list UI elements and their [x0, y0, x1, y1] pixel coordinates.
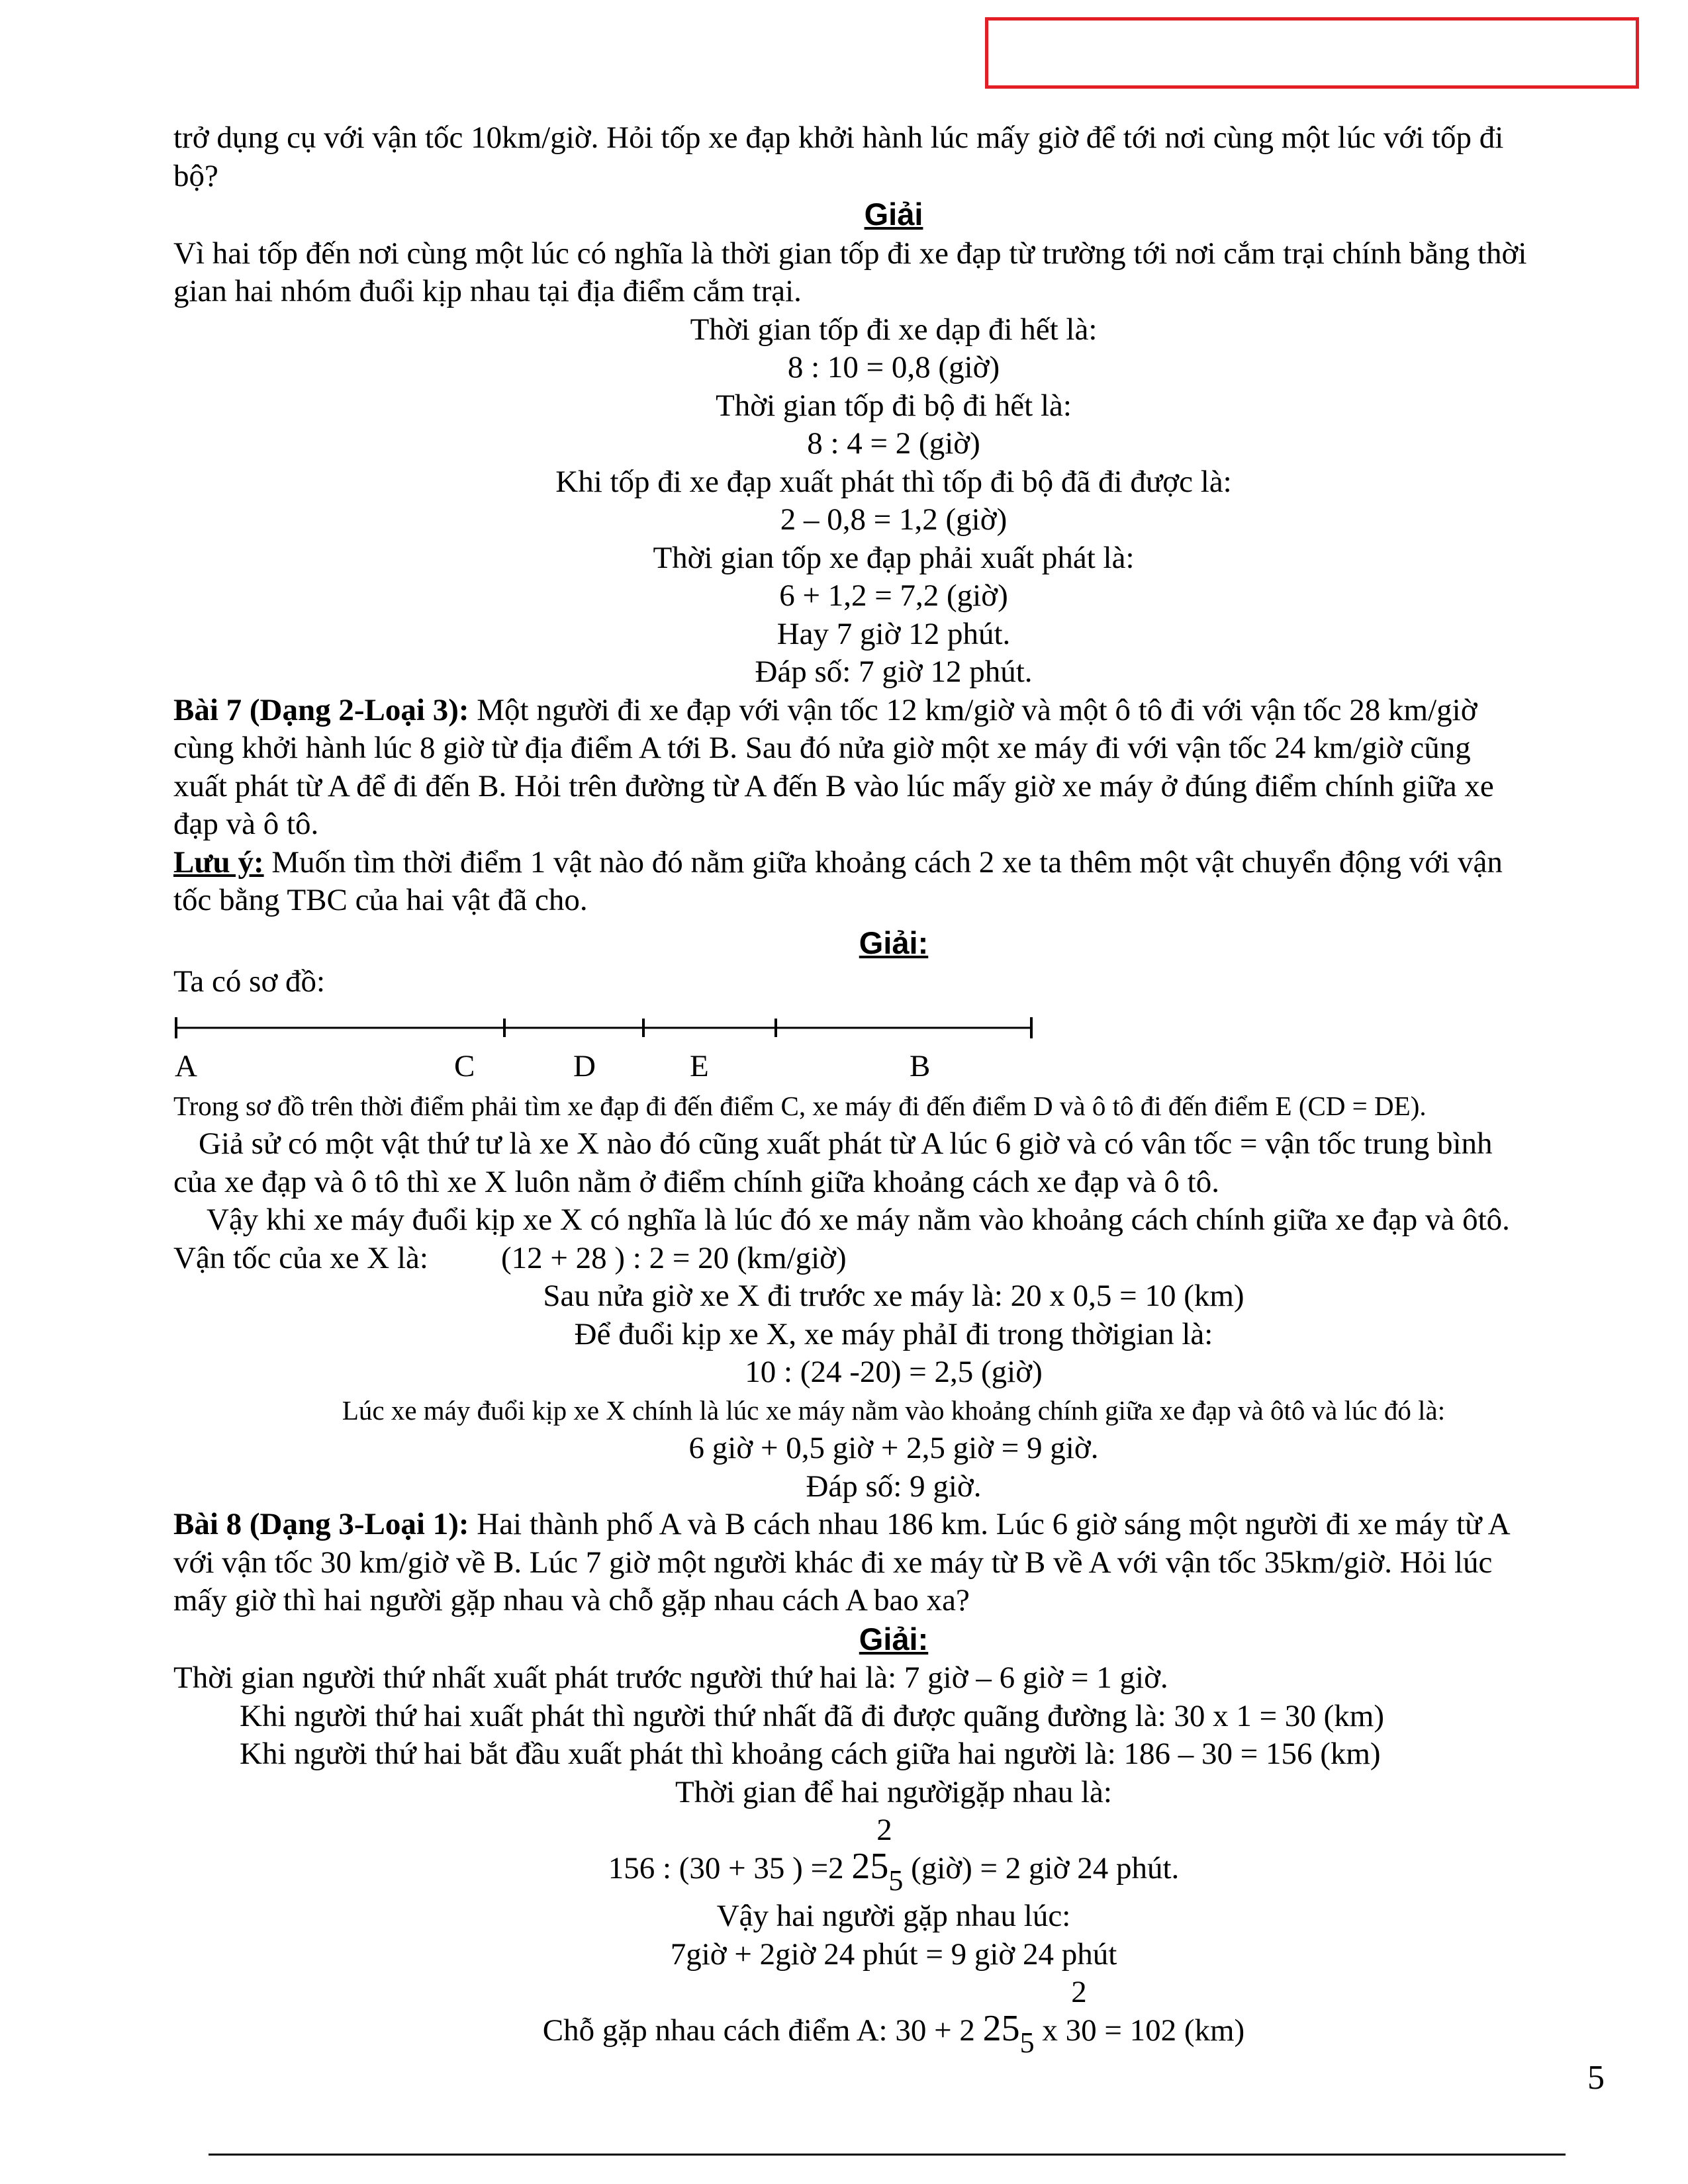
problem-7-title: Bài 7 (Dạng 2-Loại 3):	[173, 692, 469, 727]
problem-8-title: Bài 8 (Dạng 3-Loại 1):	[173, 1507, 469, 1541]
solution-step: Thời gian tốp đi xe dạp đi hết là:	[690, 312, 1098, 347]
fraction-line-suffix: (giờ) = 2 giờ 24 phút.	[903, 1851, 1180, 1886]
fraction-mixed-2: 25	[982, 2008, 1020, 2049]
solution-8-line-3: Khi người thứ hai bắt đầu xuất phát thì khoảng cách giữa hai người là: 186 – 30 = 156 (km)	[240, 1737, 1381, 1771]
fraction-line-2-suffix: x 30 = 102 (km)	[1034, 2013, 1245, 2048]
note	[173, 844, 1614, 882]
red-frame	[985, 17, 1639, 89]
solution-7-step: Sau nửa giờ xe X đi trước xe máy là: 20 x 0,5 = 10 (km)	[543, 1279, 1244, 1313]
fraction-numerator-2: 2	[1071, 1975, 1087, 2009]
paragraph-suppose-2: của xe đạp và ô tô thì xe X luôn nằm ở điểm chính giữa khoảng cách xe đạp và ô tô.	[173, 1164, 1219, 1199]
solution-7-step: 6 giờ + 0,5 giờ + 2,5 giờ = 9 giờ.	[688, 1431, 1099, 1465]
solution-paragraph-1: Vì hai tốp đến nơi cùng một lúc có nghĩa là thời gian tốp đi xe đạp từ trường tới nơi cắm trại chính bằng thời	[173, 236, 1527, 271]
diagram-explanation: Trong sơ đồ trên thời điểm phải tìm xe đạp đi đến điểm C, xe máy đi đến điểm D và ô tô đi đến điểm E (CD = DE).	[173, 1090, 1427, 1121]
solution-step: 8 : 4 = 2 (giờ)	[807, 426, 980, 461]
point-b: B	[910, 1048, 931, 1083]
solution-8-line-6: Vậy hai người gặp nhau lúc:	[716, 1899, 1071, 1933]
document-body	[173, 119, 1614, 2060]
route-diagram	[173, 1004, 1614, 1087]
solution-7-step: Lúc xe máy đuổi kịp xe X chính là lúc xe máy nằm vào khoảng chính giữa xe đạp và ôtô và lúc đó là:	[342, 1394, 1446, 1426]
solution-answer: Đáp số: 7 giờ 12 phút.	[755, 655, 1033, 689]
solution-step: Khi tốp đi xe đạp xuất phát thì tốp đi bộ đã đi được là:	[555, 464, 1232, 499]
solution-7-answer: Đáp số: 9 giờ.	[806, 1469, 982, 1504]
problem-8-line-3: mấy giờ thì hai người gặp nhau và chỗ gặp nhau cách A bao xa?	[173, 1583, 970, 1617]
fraction-numerator-row-2	[173, 1974, 1614, 2010]
problem-7-line-3: xuất phát từ A để đi đến B. Hỏi trên đường từ A đến B vào lúc mấy giờ xe máy ở đúng điểm chính giữa xe	[173, 768, 1494, 803]
fraction-line-prefix: 156 : (30 + 35 ) =2	[608, 1851, 852, 1886]
problem-8-line-2: với vận tốc 30 km/giờ về B. Lúc 7 giờ một người khác đi xe máy từ B về A với vận tốc 35km/giờ. Hỏi lúc	[173, 1545, 1493, 1580]
solution-7-heading: Giải:	[859, 925, 929, 960]
point-d: D	[573, 1048, 596, 1083]
solution-paragraph-2: gian hai nhóm đuổi kịp nhau tại địa điểm cắm trại.	[173, 274, 802, 308]
solution-8-heading: Giải:	[859, 1621, 929, 1657]
fraction-mixed: 25	[851, 1846, 889, 1887]
solution-8-line-4: Thời gian để hai ngườigặp nhau là:	[675, 1774, 1112, 1809]
note-text: Muốn tìm thời điểm 1 vật nào đó nằm giữa khoảng cách 2 xe ta thêm một vật chuyển động với vận	[263, 844, 1503, 880]
solution-8-line-2: Khi người thứ hai xuất phát thì người thứ nhất đã đi được quãng đường là: 30 x 1 = 30 (km)	[240, 1698, 1385, 1733]
problem-7-line-4: đạp và ô tô.	[173, 807, 319, 841]
fraction-line	[173, 1848, 1614, 1897]
solution-heading: Giải	[864, 197, 923, 232]
solution-8-line-1: Thời gian người thứ nhất xuất phát trước người thứ hai là: 7 giờ – 6 giờ = 1 giờ.	[173, 1661, 1168, 1695]
solution-step: 6 + 1,2 = 7,2 (giờ)	[779, 578, 1008, 613]
fraction-line-2-prefix: Chỗ gặp nhau cách điểm A: 30 + 2	[542, 2013, 983, 2048]
fraction-denominator-2: 5	[1019, 2026, 1035, 2059]
problem-7	[173, 692, 1614, 730]
point-c: C	[454, 1048, 475, 1083]
point-e: E	[690, 1048, 709, 1083]
note-label: Lưu ý:	[173, 844, 264, 880]
fraction-line-2	[173, 2010, 1614, 2060]
page-number: 5	[1587, 2059, 1605, 2097]
diagram-intro: Ta có sơ đồ:	[173, 964, 326, 999]
fraction-numerator-row	[173, 1811, 1614, 1848]
intro-line-1: trở dụng cụ với vận tốc 10km/giờ. Hỏi tốp xe đạp khởi hành lúc mấy giờ để tới nơi cùng một lúc với tốp đi	[173, 120, 1504, 155]
problem-8	[173, 1506, 1614, 1544]
solution-8-line-7: 7giờ + 2giờ 24 phút = 9 giờ 24 phút	[670, 1936, 1117, 1972]
route-line	[173, 1004, 1047, 1050]
solution-step: 8 : 10 = 0,8 (giờ)	[787, 350, 1000, 385]
speed-line	[173, 1240, 1614, 1278]
paragraph-suppose: Giả sử có một vật thứ tư là xe X nào đó cũng xuất phát từ A lúc 6 giờ và có vân tốc = vận tốc trung bình	[199, 1126, 1493, 1161]
intro-line-2: bộ?	[173, 158, 218, 193]
speed-label: Vận tốc của xe X là:	[173, 1240, 428, 1275]
solution-step: 2 – 0,8 = 1,2 (giờ)	[780, 502, 1008, 537]
solution-step: Thời gian tốp đi bộ đi hết là:	[716, 388, 1072, 423]
problem-7-line-2: cùng khởi hành lúc 8 giờ từ địa điểm A tới B. Sau đó nửa giờ một xe máy đi với vận tốc 24 km/giờ cũng	[173, 731, 1471, 765]
solution-7-step: Để đuổi kịp xe X, xe máy phảI đi trong thờigian là:	[574, 1316, 1213, 1351]
problem-8-text: Hai thành phố A và B cách nhau 186 km. Lúc 6 giờ sáng một người đi xe máy từ A	[469, 1507, 1511, 1541]
problem-7-text: Một người đi xe đạp với vận tốc 12 km/giờ và một ô tô đi với vận tốc 28 km/giờ	[469, 692, 1477, 727]
speed-calc: (12 + 28 ) : 2 = 20 (km/giờ)	[500, 1240, 847, 1275]
note-line-2: tốc bằng TBC của hai vật đã cho.	[173, 883, 588, 917]
fraction-numerator: 2	[876, 1813, 892, 1847]
footer-rule	[209, 2154, 1566, 2156]
point-a: A	[175, 1048, 197, 1083]
solution-7-step: 10 : (24 -20) = 2,5 (giờ)	[745, 1355, 1043, 1389]
paragraph-so: Vậy khi xe máy đuổi kịp xe X có nghĩa là lúc đó xe máy nằm vào khoảng cách chính giữa xe đạp và ôtô.	[207, 1203, 1510, 1237]
fraction-denominator: 5	[888, 1864, 904, 1897]
solution-step: Hay 7 giờ 12 phút.	[776, 616, 1011, 651]
solution-step: Thời gian tốp xe đạp phải xuất phát là:	[653, 540, 1135, 575]
